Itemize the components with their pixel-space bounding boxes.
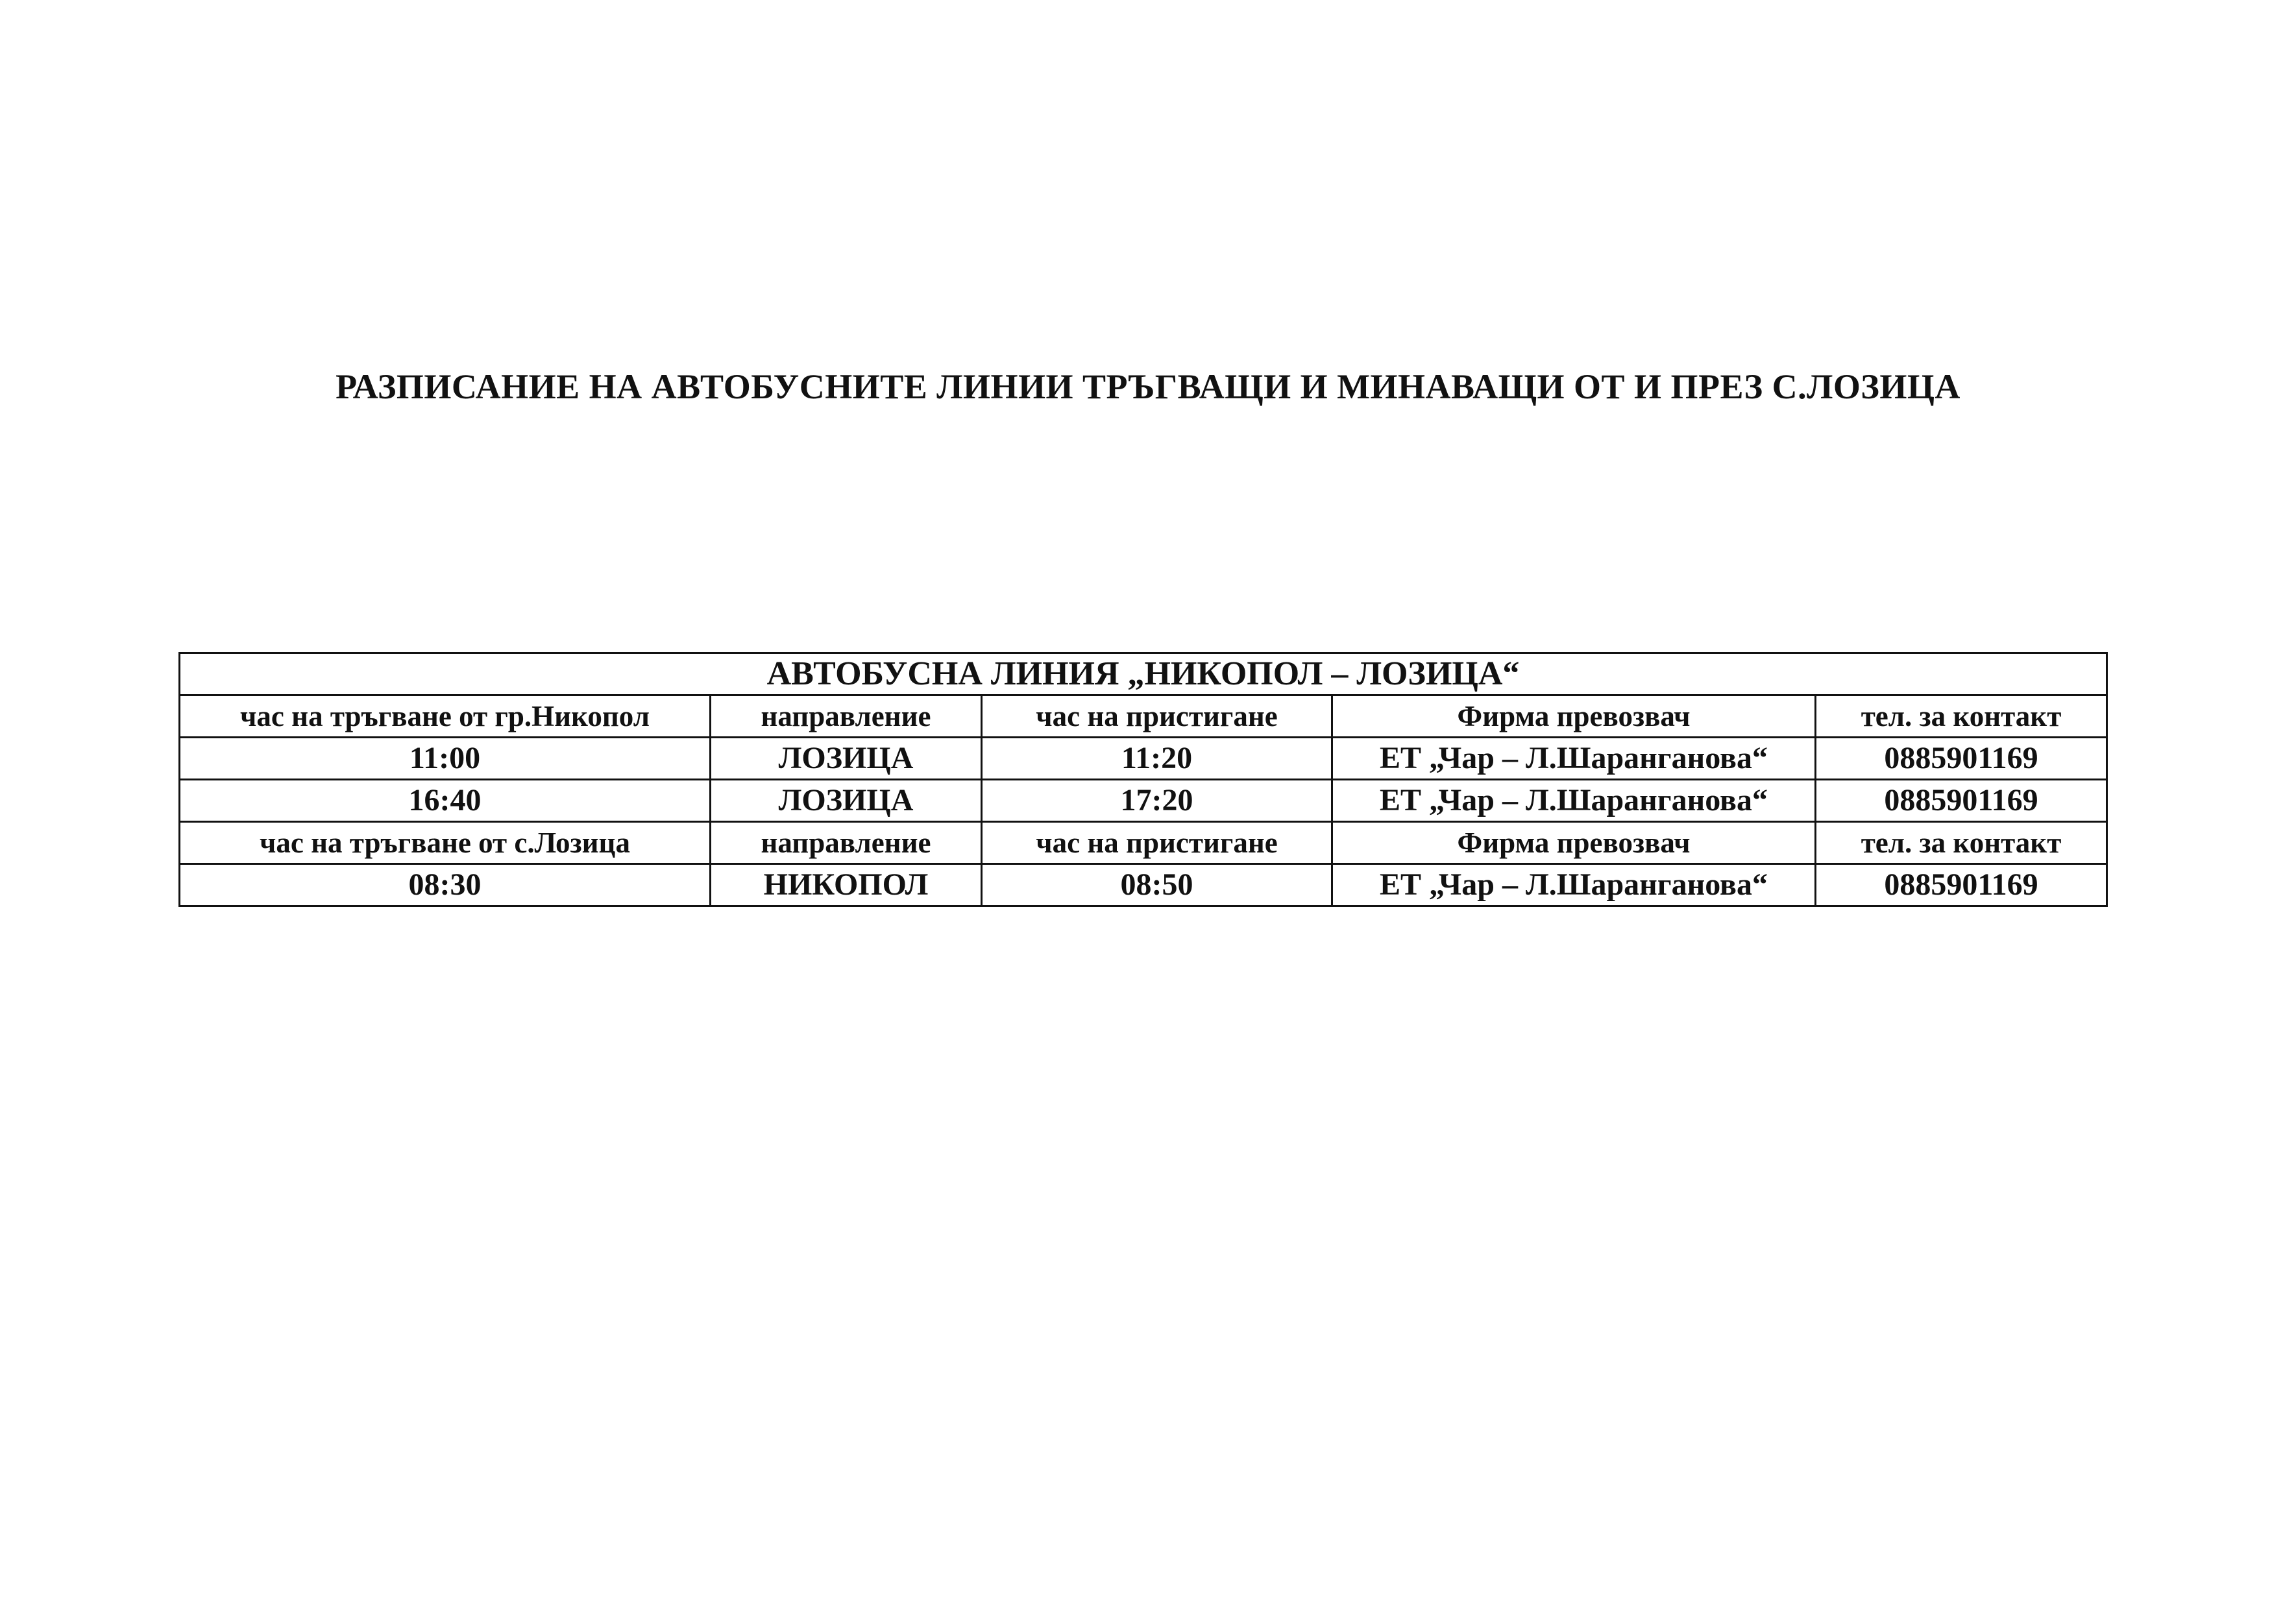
column-header-phone: тел. за контакт: [1816, 695, 2107, 738]
table-row: [180, 780, 2107, 822]
phone-cell: 0885901169: [1816, 864, 2107, 906]
carrier-cell: ЕТ „Чар – Л.Шаранганова“: [1332, 780, 1816, 822]
column-header-carrier: Фирма превозвач: [1332, 822, 1816, 864]
carrier-cell: ЕТ „Чар – Л.Шаранганова“: [1332, 738, 1816, 780]
column-header-direction: направление: [711, 695, 982, 738]
departure-time-cell: 16:40: [180, 780, 711, 822]
column-header-direction: направление: [711, 822, 982, 864]
carrier-cell: ЕТ „Чар – Л.Шаранганова“: [1332, 864, 1816, 906]
direction-cell: ЛОЗИЦА: [711, 780, 982, 822]
column-header-phone: тел. за контакт: [1816, 822, 2107, 864]
departure-time-cell: 11:00: [180, 738, 711, 780]
phone-cell: 0885901169: [1816, 780, 2107, 822]
arrival-time-cell: 17:20: [982, 780, 1332, 822]
column-header-departure: час на тръгване от гр.Никопол: [180, 695, 711, 738]
column-header-arrival: час на пристигане: [982, 695, 1332, 738]
phone-cell: 0885901169: [1816, 738, 2107, 780]
arrival-time-cell: 11:20: [982, 738, 1332, 780]
column-header-carrier: Фирма превозвач: [1332, 695, 1816, 738]
table-header-row: [180, 822, 2107, 864]
table-header-row: [180, 695, 2107, 738]
arrival-time-cell: 08:50: [982, 864, 1332, 906]
direction-cell: НИКОПОЛ: [711, 864, 982, 906]
column-header-arrival: час на пристигане: [982, 822, 1332, 864]
route-title: АВТОБУСНА ЛИНИЯ „НИКОПОЛ – ЛОЗИЦА“: [180, 653, 2107, 695]
direction-cell: ЛОЗИЦА: [711, 738, 982, 780]
route-title-row: [180, 653, 2107, 695]
departure-time-cell: 08:30: [180, 864, 711, 906]
column-header-departure: час на тръгване от с.Лозица: [180, 822, 711, 864]
page-title: РАЗПИСАНИЕ НА АВТОБУСНИТЕ ЛИНИИ ТРЪГВАЩИ И МИНАВАЩИ ОТ И ПРЕЗ С.ЛОЗИЦА: [336, 367, 1960, 406]
table-row: [180, 738, 2107, 780]
table-row: [180, 864, 2107, 906]
bus-schedule-table: [178, 652, 2108, 907]
